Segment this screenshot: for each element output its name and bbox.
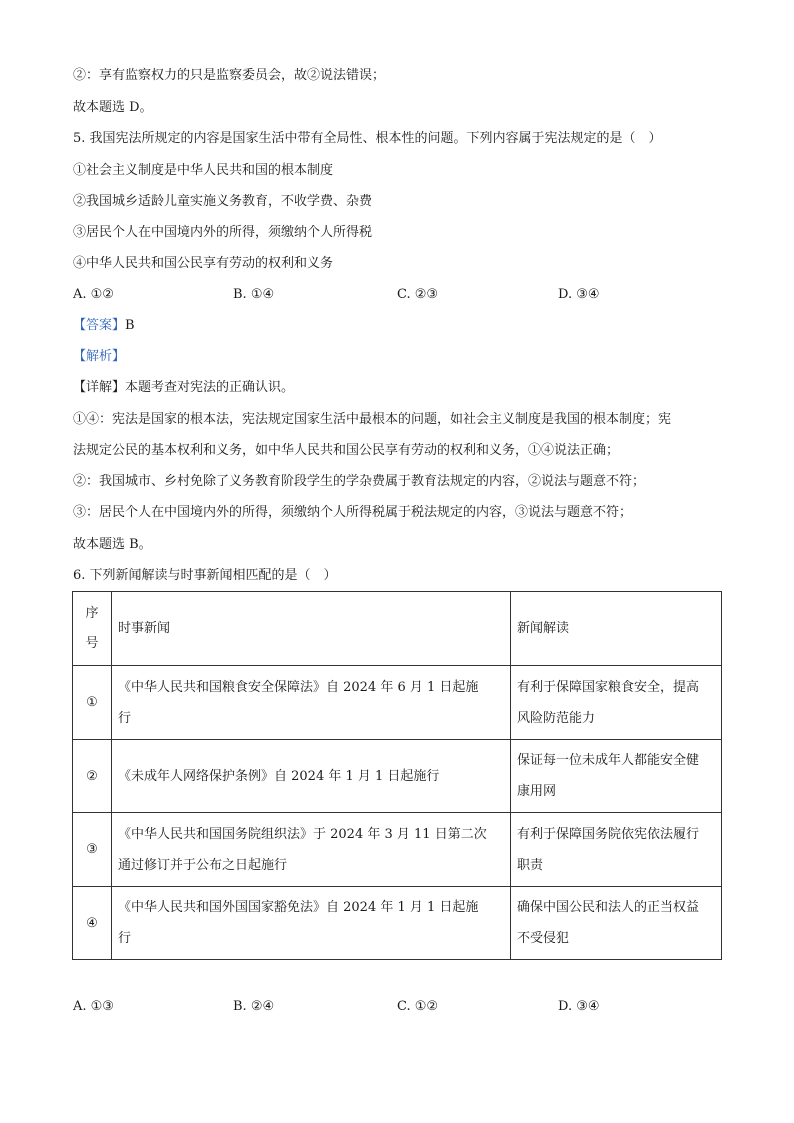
header-num-b: 号 (85, 635, 99, 651)
header-news: 时事新闻 (112, 592, 511, 666)
answer-label: 【答案】 (73, 318, 126, 333)
detail-line (73, 380, 294, 396)
explanation-line: ②：享有监察权力的只是监察委员会，故②说法错误； (73, 68, 386, 83)
row-news (112, 740, 511, 813)
question-5-stem: 5. 我国宪法所规定的内容是国家生活中带有全局性、根本性的问题。下列内容属于宪法规定的是（ ） (73, 131, 662, 146)
explanation-4: 故本题选 B。 (73, 537, 152, 552)
q5-statement-3: ③居民个人在中国境内外的所得，须缴纳个人所得税 (73, 225, 373, 240)
row-interp (511, 813, 722, 887)
explanation-1b: 法规定公民的基本权利和义务，如中华人民共和国公民享有劳动的权利和义务，①④说法正确； (73, 443, 620, 458)
row-interp-line: 有利于保障国务院依宪依法履行 (517, 826, 700, 842)
row-num: ② (73, 740, 112, 813)
q6-option-a: A. ①③ (73, 999, 114, 1014)
row-news (112, 666, 511, 740)
row-num: ① (73, 666, 112, 740)
row-news-line: 行 (118, 931, 132, 946)
detail-label: 【详解】 (73, 380, 126, 395)
table-row (73, 740, 722, 813)
row-interp-line: 保证每一位未成年人都能安全健 (517, 753, 700, 768)
news-table (72, 591, 722, 960)
row-news-line: 《中华人民共和国粮食安全保障法》自 2024 年 6 月 1 日起施 (118, 679, 479, 695)
explanation-3: ③：居民个人在中国境内外的所得，须缴纳个人所得税属于税法规定的内容，③说法与题意不符； (73, 505, 633, 520)
row-interp-line: 职责 (517, 857, 544, 873)
q5-option-b: B. ①④ (233, 287, 275, 302)
row-news-line: 《中华人民共和国国务院组织法》于 2024 年 3 月 11 日第二次 (118, 826, 487, 842)
header-interp: 新闻解读 (511, 592, 722, 666)
row-news-line: 行 (118, 710, 132, 726)
q6-option-c: C. ①② (397, 999, 439, 1014)
answer-value: B (125, 318, 135, 333)
header-num-a: 序 (85, 605, 99, 621)
row-num: ④ (73, 887, 112, 960)
table-header-row (73, 592, 722, 666)
q6-option-b: B. ②④ (233, 999, 275, 1014)
table-row (73, 887, 722, 960)
row-num: ③ (73, 813, 112, 887)
analysis-label: 【解析】 (73, 349, 126, 364)
q5-statement-2: ②我国城乡适龄儿童实施义务教育，不收学费、杂费 (73, 194, 373, 209)
row-news (112, 813, 511, 887)
explanation-1a: ①④：宪法是国家的根本法，宪法规定国家生活中最根本的问题，如社会主义制度是我国的根本制度；宪 (73, 412, 672, 427)
q5-option-d: D. ③④ (558, 287, 600, 302)
table-row (73, 666, 722, 740)
row-interp-line: 风险防范能力 (517, 710, 596, 726)
table-row (73, 813, 722, 887)
analysis-line (73, 349, 125, 365)
row-interp (511, 666, 722, 740)
explanation-2: ②：我国城市、乡村免除了义务教育阶段学生的学杂费属于教育法规定的内容，②说法与题意不符； (73, 474, 646, 489)
answer-line (73, 318, 135, 334)
conclusion-line: 故本题选 D。 (73, 100, 153, 115)
row-news (112, 887, 511, 960)
row-interp-line: 确保中国公民和法人的正当权益 (517, 900, 700, 915)
row-interp (511, 887, 722, 960)
q5-statement-1: ①社会主义制度是中华人民共和国的根本制度 (73, 163, 334, 178)
q5-statement-4: ④中华人民共和国公民享有劳动的权利和义务 (73, 256, 334, 271)
row-news-line: 《中华人民共和国外国国家豁免法》自 2024 年 1 月 1 日起施 (118, 900, 479, 915)
question-6-stem: 6. 下列新闻解读与时事新闻相匹配的是（ ） (73, 568, 337, 583)
detail-text: 本题考查对宪法的正确认识。 (125, 380, 295, 395)
row-interp-line: 有利于保障国家粮食安全，提高 (517, 679, 700, 695)
row-news-line: 通过修订并于公布之日起施行 (118, 857, 288, 873)
row-interp (511, 740, 722, 813)
row-interp-line: 康用网 (517, 784, 557, 799)
q6-option-d: D. ③④ (558, 999, 600, 1014)
q5-option-c: C. ②③ (397, 287, 439, 302)
header-num (73, 592, 112, 666)
row-interp-line: 不受侵犯 (517, 931, 570, 946)
row-news-line: 《未成年人网络保护条例》自 2024 年 1 月 1 日起施行 (118, 768, 440, 784)
q5-option-a: A. ①② (73, 287, 114, 302)
